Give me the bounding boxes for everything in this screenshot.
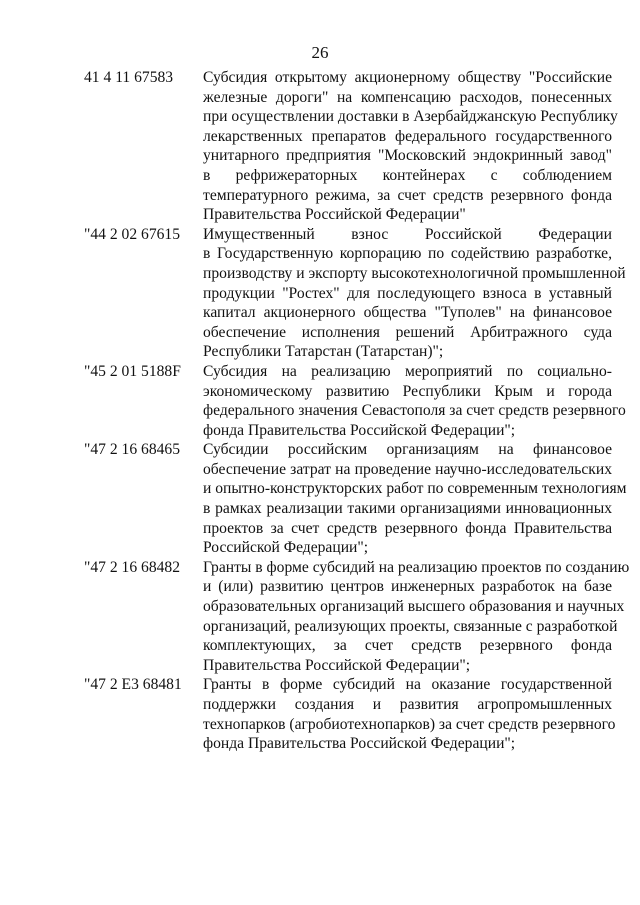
description-line: Субсидия открытому акционерному обществу "Российские bbox=[203, 69, 612, 86]
description-line: экономическому развитию Республики Крым и города bbox=[203, 382, 612, 400]
description-line: Российской Федерации"; bbox=[203, 539, 369, 557]
description-line: унитарного предприятия "Московский эндокринный завод" bbox=[203, 147, 612, 165]
description-line: фонда Правительства Российской Федерации"; bbox=[203, 735, 516, 753]
description-line: и (или) развитию центров инженерных разработок на базе bbox=[203, 578, 612, 596]
description-line: железные дороги" на компенсацию расходов, понесенных bbox=[203, 88, 612, 106]
description-line: комплектующих, за счет средств резервного фонда bbox=[203, 637, 612, 655]
budget-entry bbox=[84, 68, 618, 225]
description-line: и опытно-конструкторских работ по современным технологиям bbox=[203, 480, 627, 498]
entry-description bbox=[203, 362, 626, 440]
classification-code: "47 2 E3 68481 bbox=[84, 676, 182, 694]
description-line: обеспечение исполнения решений Арбитражного суда bbox=[203, 323, 612, 341]
description-line: лекарственных препаратов федерального государственного bbox=[203, 127, 612, 145]
description-line: организаций, реализующих проекты, связанные с разработкой bbox=[203, 617, 618, 635]
budget-entry bbox=[84, 225, 626, 362]
page-number: 26 bbox=[311, 43, 329, 62]
description-line: фонда Правительства Российской Федерации"; bbox=[203, 421, 516, 439]
description-line: в рамках реализации такими организациями инновационных bbox=[203, 500, 612, 518]
description-line: обеспечение затрат на проведение научно-исследовательских bbox=[203, 460, 612, 478]
description-line: продукции "Ростех" для последующего взноса в уставный bbox=[203, 284, 612, 302]
description-line: проектов за счет средств резервного фонда Правительства bbox=[203, 519, 612, 537]
description-line: образовательных организаций высшего образования и научных bbox=[203, 598, 625, 616]
entry-description bbox=[203, 440, 627, 558]
budget-entry bbox=[84, 362, 626, 440]
entry-description bbox=[203, 68, 618, 225]
budget-code-list bbox=[84, 68, 630, 754]
description-line: федерального значения Севастополя за счет средств резервного bbox=[203, 402, 626, 420]
classification-code: "45 2 01 5188F bbox=[84, 362, 181, 380]
description-line: в рефрижераторных контейнерах с соблюдением bbox=[203, 166, 612, 184]
description-line: Правительства Российской Федерации" bbox=[203, 206, 466, 224]
description-line: капитал акционерного общества "Туполев" на финансовое bbox=[203, 304, 612, 322]
classification-code: "47 2 16 68482 bbox=[84, 558, 181, 576]
entry-description bbox=[203, 558, 630, 676]
description-line: Гранты в форме субсидий на реализацию проектов по созданию bbox=[203, 558, 630, 576]
description-line: Республики Татарстан (Татарстан)"; bbox=[203, 343, 444, 361]
description-line: поддержки создания и развития агропромышленных bbox=[203, 696, 612, 713]
classification-code: "47 2 16 68465 bbox=[84, 441, 181, 459]
entry-description bbox=[203, 225, 626, 362]
budget-entry bbox=[84, 440, 627, 558]
budget-entry bbox=[84, 558, 630, 676]
classification-code: 41 4 11 67583 bbox=[84, 69, 174, 86]
description-line: Субсидия на реализацию мероприятий по социально- bbox=[203, 362, 612, 380]
description-line: производству и экспорту высокотехнологичной промышленной bbox=[203, 264, 626, 282]
description-line: Гранты в форме субсидий на оказание государственной bbox=[203, 676, 612, 694]
description-line: технопарков (агробиотехнопарков) за счет средств резервного bbox=[203, 715, 616, 733]
description-line: Правительства Российской Федерации"; bbox=[203, 656, 471, 674]
description-line: Имущественный взнос Российской Федерации bbox=[203, 225, 612, 243]
description-line: при осуществлении доставки в Азербайджанскую Республику bbox=[203, 108, 618, 126]
budget-entry bbox=[84, 675, 614, 753]
entry-description bbox=[203, 675, 616, 753]
classification-code: "44 2 02 67615 bbox=[84, 225, 181, 243]
description-line: температурного режима, за счет средств резервного фонда bbox=[203, 186, 612, 204]
description-line: Субсидии российским организациям на финансовое bbox=[203, 441, 612, 459]
description-line: в Государственную корпорацию по содействию разработке, bbox=[203, 245, 612, 263]
